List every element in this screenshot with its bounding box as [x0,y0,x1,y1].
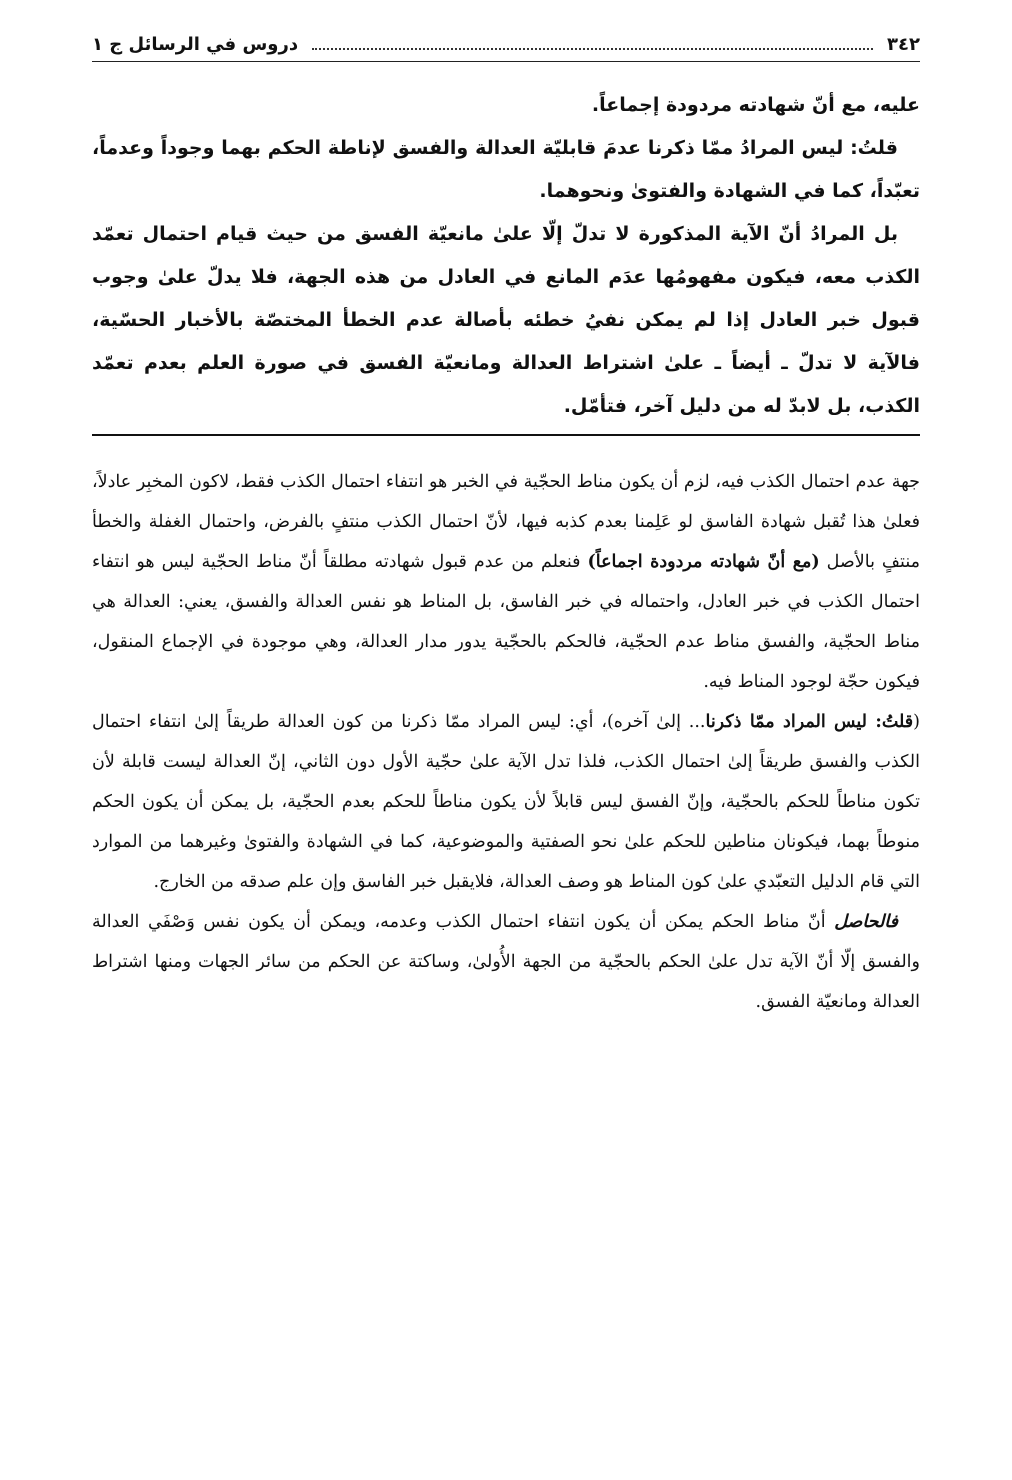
main-text-paragraph-1: عليه، مع أنّ شهادته مردودة إجماعاً. [591,94,920,116]
commentary [92,462,920,1022]
running-title: دروس في الرسائل ج ١ [92,34,299,55]
commentary-paragraph-1 [92,462,920,702]
header-dotted-leader [312,48,873,50]
text-commentary-separator [92,434,920,436]
quoted-phrase-qultu: قلتُ: ليس المراد ممّا ذكرنا [705,712,914,732]
page-number: ٣٤٢ [887,34,920,55]
commentary-p1-end: فنعلم من عدم قبول شهادته مطلقاً أنّ مناط الحجّية ليس هو انتفاء احتمال الكذب في خبر العادل، واحتماله في خبر الفاسق، بل المناط هو نفس العدالة والفسق، يعني: العدالة هي مناط الحجّية، والفسق مناط عدم الحجّية، فالحكم بالحجّية يدور مدار العدالة، وهي موجودة في الإجماع المنقول، فيكون حجّة لوجود المناط فيه. [92,552,920,692]
quoted-phrase-ijma: (مع أنّ شهادته مردودة اجماعاً) [587,552,820,572]
conclusion-keyword: فالحاصل [834,912,898,932]
commentary-p3-rest: أنّ مناط الحكم يمكن أن يكون انتفاء احتمال الكذب وعدمه، ويمكن أن يكون نفس وَصْفَي العدالة والفسق إلّا أنّ الآية تدل علىٰ الحكم بالحجّية من الجهة الأُولىٰ، وساكتة عن الحكم من سائر الجهات ومنها اشتراط العدالة ومانعيّة الفسق. [92,912,920,1012]
commentary-p1-start: جهة عدم احتمال الكذب فيه، لزم أن يكون مناط الحجّية في الخبر هو انتفاء احتمال الكذب فقط، لاكون المخبِر عادلاً، فعلىٰ هذا تُقبل شهادة الفاسق لو عَلِمنا بعدم كذبه فيها، لأنّ احتمال الكذب منتفٍ بالفرض، واحتمال الغفلة والخطأ منتفٍ بالأصل [92,472,920,572]
main-text-paragraph-3: بل المرادُ أنّ الآية المذكورة لا تدلّ إلّا علىٰ مانعيّة الفسق من حيث قيام احتمال تعمّد الكذب معه، فيكون مفهومُها عدَم المانع في العادل من هذه الجهة، فلا يدلّ علىٰ وجوب قبول خبر العادل إذا لم يمكن نفيُ خطئه بأصالة عدم الخطأ المختصّة بالأخبار الحسّية، فالآية لا تدلّ ـ أيضاً ـ علىٰ اشتراط العدالة ومانعيّة الفسق في صورة العلم بعدم تعمّد الكذب، بل لابدّ له من دليل آخر، فتأمّل. [92,223,920,417]
main-text-paragraph-2: قلتُ: ليس المرادُ ممّا ذكرنا عدمَ قابليّة العدالة والفسق لإناطة الحكم بهما وجوداً وعدماً، تعبّداً، كما في الشهادة والفتوىٰ ونحوهما. [92,137,920,202]
commentary-p2-rest: ... إلىٰ آخره)، أي: ليس المراد ممّا ذكرنا من كون العدالة طريقاً إلىٰ انتفاء احتمال الكذب والفسق طريقاً إلىٰ احتمال الكذب، فلذا تدل الآية علىٰ حجّية الأول دون الثاني، إنّ العدالة ليست قابلة لأن تكون مناطاً للحكم بالحجّية، وإنّ الفسق ليس قابلاً لأن يكون مناطاً للحكم بعدم الحجّية، بل يمكن أن يكون الحكم منوطاً بهما، فيكونان مناطين للحكم علىٰ نحو الصفتية والموضوعية، كما في الشهادة والفتوىٰ وغيرهما من الموارد التي قام الدليل التعبّدي علىٰ كون المناط هو وصف العدالة، فلايقبل خبر الفاسق وإن علم صدقه من الخارج. [92,712,920,892]
main-text [92,84,920,428]
page-header [92,34,920,62]
commentary-paragraph-3 [92,902,920,1022]
commentary-paragraph-2 [92,702,920,902]
open-paren: ( [913,712,920,732]
